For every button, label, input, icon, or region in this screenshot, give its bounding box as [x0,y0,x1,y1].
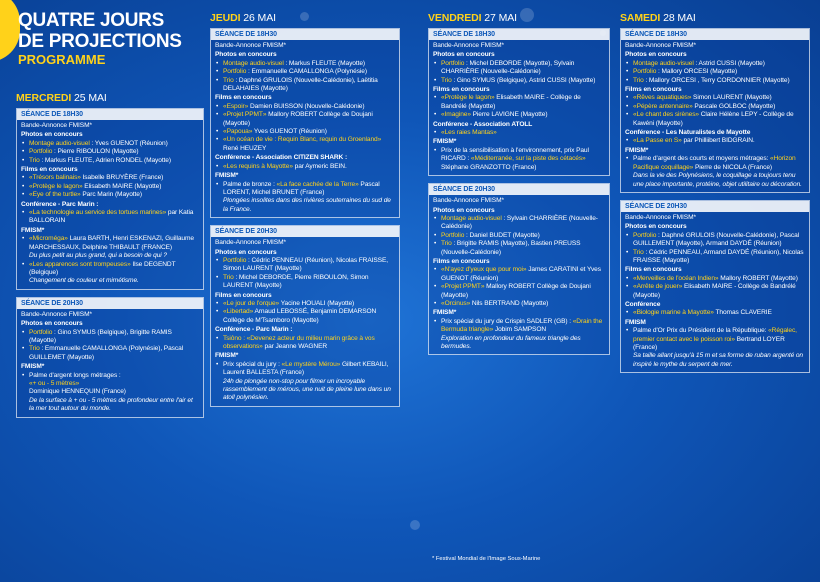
session-heading: SÉANCE DE 20H30 [211,226,399,237]
section-title: FMISM* [625,146,649,154]
trailer: Bande-Annonce FMISM* [433,197,504,205]
trailer: Bande-Annonce FMISM* [433,42,504,49]
list-item: • «Les apparences sont trompeuses» Ilse DEGENDT (Belgique) Changement de couleur et mimétisme. [29,261,199,286]
list-item: • Portfolio : Gino SYMUS (Belgique), Brigitte RAMIS (Mayotte) [29,329,199,346]
session-heading: SÉANCE DE 18H30 [211,29,399,40]
list-item: • Portfolio : Daniel BUDET (Mayotte) [441,232,605,240]
section-title: Films en concours [433,86,490,94]
section-title: Films en concours [625,266,682,274]
list-item: • Trio : Brigitte RAMIS (Mayotte), Bastien PREUSS (Nouvelle-Calédonie) [441,240,605,257]
section-title: Photos en concours [21,320,83,328]
list-item: • «Biologie marine à Mayotte» Thomas CLAVERIE [633,309,805,317]
session-heading: SÉANCE DE 18H30 [429,29,609,40]
list-item: • «Rêves aquatiques» Simon LAURENT (Mayotte) [633,94,805,102]
session-box [210,225,400,407]
section-title: Photos en concours [21,131,83,139]
section-title: Conférence [625,300,661,308]
list-item: • «La technologie au service des tortues marines» par Katia BALLORAIN [29,209,199,226]
day-title: SAMEDI 28 MAI [620,12,696,24]
section-title: Photos en concours [625,223,687,231]
column-mercredi [16,92,204,425]
list-item: • «Libertad» Arnaud LEBOSSÉ, Benjamin DEMARSON Collège de M'Tsamboro (Mayotte) [223,308,395,325]
section-title: Films en concours [215,94,272,102]
trailer: Bande-Annonce FMISM* [215,42,286,49]
trailer: Bande-Annonce FMISM* [21,122,92,129]
list-item: • Palme d'argent des courts et moyens métrages: «Horizon Pacifique coquillage» Pierre de NICOLA (France) Dans la vie des Polynésiens, le coquillage a toujours tenu une place importante, protéine, objet utilitaire ou décoration. [633,155,805,189]
trailer: Bande-Annonce FMISM* [625,42,696,49]
decorative-sun [0,0,20,62]
trailer: Bande-Annonce FMISM* [21,310,92,318]
day-title: JEUDI 26 MAI [210,12,276,24]
section-title: Photos en concours [215,51,277,59]
session-box [428,183,610,355]
list-item: • Prix spécial du jury : «Le mystère Mérou» Gilbert KEBAILI, Laurent BALLESTA (France) 24h de plongée non-stop pour filmer un incroyable rassemblement de mérous, une nuit de pleine lune dans un atoll polynésien. [223,361,395,403]
column-jeudi [210,12,400,414]
day-title: MERCREDI 25 MAI [16,92,107,104]
section-title: Conférence - Parc Marin : [215,326,293,334]
list-item: • «Papoua» Yves GUENOT (Réunion) [223,128,395,136]
list-item: • Palme d'Or Prix du Président de la République: «Régalec, premier contact avec le poisson roi» Bertrand LOYER (France) Sa taille allant jusqu'à 15 m et sa forme de ruban argenté on inspiré le mythe du serpent de mer. [633,327,805,369]
footnote: * Festival Mondial de l'Image Sous-Marine [432,556,541,562]
list-item: • «Espoir» Damien BUISSON (Nouvelle-Calédonie) [223,103,395,111]
list-item: • «Orcinus» Nils BERTRAND (Mayotte) [441,300,605,308]
list-item: • «N'ayez d'yeux que pour moi» James CARATINI et Yves GUENOT (Réunion) [441,266,605,283]
list-item: • Trio : Mallory ORCESI , Terry CORDONNIER (Mayotte) [633,77,805,85]
list-item: • «Un océan de vie : Requin Blanc, requin du Groenland» René HEUZEY [223,136,395,153]
list-item: • Trio : Markus FLEUTE, Adrien RONDEL (Mayotte) [29,157,199,165]
section-title: Photos en concours [433,51,495,59]
list-item: • «Eye of the turtle» Parc Marin (Mayotte) [29,191,199,199]
list-item: • «Les requins à Mayotte» par Aymeric BEIN. [223,163,395,171]
decorative-bubble [410,520,420,530]
list-item: • Trio : Michel DEBORDE, Pierre RIBOULON, Simon LAURENT (Mayotte) [223,274,395,291]
list-item: • Portfolio : Emmanuelle CAMALLONGA (Polynésie) [223,68,395,76]
list-item: • «Protège le lagon» Elisabeth MAIRE (Mayotte) [29,183,199,191]
list-item: • «Projet PPMT» Mallory ROBERT Collège de Doujani (Mayotte) [441,283,605,300]
list-item: • «Pépère antennaire» Pascale GOLBOC (Mayotte) [633,103,805,111]
list-item: • Prix de la sensibilisation à l'environnement, prix Paul RICARD : «Méditerranée, sur la piste des cétacés» Stéphane GRANZOTTO (France) [441,147,605,172]
trailer: Bande-Annonce FMISM* [625,213,696,221]
list-item: • «Protège le lagon» Elisabeth MAIRE - Collège de Bandrélé (Mayotte) [441,94,605,111]
session-box [16,297,204,418]
session-heading: SÉANCE DE 18H30 [17,109,203,120]
list-item: • Montage audio-visuel : Markus FLEUTE (Mayotte) [223,60,395,68]
session-heading: SÉANCE DE 20H30 [17,298,203,309]
list-item: • Portfolio : Mallory ORCESI (Mayotte) [633,68,805,76]
session-heading: SÉANCE DE 20H30 [429,184,609,195]
section-title: Conférence - Association ATOLL [433,120,533,128]
page-subtitle: PROGRAMME [18,52,106,67]
section-title: Films en concours [21,166,78,174]
list-item: • «La Passe en S» par Philliibert BIDGRAIN. [633,137,805,145]
section-title: FMISM [625,318,646,326]
list-item: • Palme de bronze : «La face cachée de la Terre» Pascal LORENT, Michel BRUNET (France) Plongées insolites dans des rivières souterraines du sud de la France. [223,181,395,215]
list-item: • Portfolio : Michel DEBORDE (Mayotte), Sylvain CHARRIÈRE (Nouvelle-Calédonie) [441,60,605,77]
list-item: • «Projet PPMT» Mallory ROBERT Collège de Doujani (Mayotte) [223,111,395,128]
list-item: • Trio : Emmanuelle CAMALLONGA (Polynésie), Pascal GUILLEMET (Mayotte) [29,345,199,362]
list-item: • Tsiôno : «Devenez acteur du milieu marin grâce à vos observations» par Jeanne WAGNER [223,335,395,352]
section-title: Conférence - Les Naturalistes de Mayotte [625,129,751,137]
list-item: • «Merveilles de l'océan Indien» Mallory ROBERT (Mayotte) [633,275,805,283]
list-item: • Prix spécial du jury de Crispin SADLER (GB) : «Drain the Bermuda triangle» Jobim SAMPSON Exploration en profondeur du fameux triangle des bermudes. [441,318,605,352]
session-box [620,28,810,193]
session-heading: SÉANCE DE 18H30 [621,29,809,40]
list-item: • Trio : Daphné GRULOIS (Nouvelle-Calédonie), Laëtitia DELAHAIES (Mayotte) [223,77,395,94]
page-title: QUATRE JOURS DE PROJECTIONS [18,10,182,52]
session-box [620,200,810,373]
session-box [16,108,204,290]
list-item: • Trio : Gino SYMUS (Belgique), Astrid CUSSI (Mayotte) [441,77,605,85]
trailer: Bande-Annonce FMISM* [215,239,286,247]
section-title: Conférence - Association CITIZEN SHARK : [215,154,348,162]
list-item: • «Le chant des sirènes» Claire Hélène LEPY - Collège de Kawéni (Mayotte) [633,111,805,128]
list-item: • Trio : Cédric PENNEAU, Armand DAYDÉ (Réunion), Nicolas FRAISSE (Mayotte) [633,249,805,266]
day-title: VENDREDI 27 MAI [428,12,517,24]
list-item: • «Trésors balinais» Isabelle BRUYÈRE (France) [29,174,199,182]
section-title: Films en concours [433,257,490,265]
session-heading: SÉANCE DE 20H30 [621,201,809,212]
section-title: FMISM* [215,352,239,360]
section-title: Photos en concours [215,248,277,256]
list-item: • «Microméga» Laura BARTH, Henri ESKENAZI, Guillaume MARCHESSAUX, Delphine THIBAULT (FRANCE) Du plus petit au plus grand, qui a besoin de qui ? [29,235,199,260]
section-title: Photos en concours [433,206,495,214]
session-box [428,28,610,176]
list-item: • «Les raies Mantas» [441,129,605,137]
list-item: • Portfolio : Cédric PENNEAU (Réunion), Nicolas FRAISSE, Simon LAURENT (Mayotte) [223,257,395,274]
section-title: FMISM* [21,363,45,371]
section-title: Photos en concours [625,51,687,59]
section-title: FMISM* [21,226,45,234]
section-title: FMISM* [433,309,457,317]
section-title: FMISM* [433,138,457,146]
list-item: • «Arrête de jouer» Elisabeth MAIRE - Collège de Bandrélé (Mayotte) [633,283,805,300]
section-title: Films en concours [215,291,272,299]
list-item: • Palme d'argent longs métrages : «+ ou - 5 mètres» Dominique HENNEQUIN (France) De la surface à + ou - 5 mètres de profondeur entre l'air et la mer tout autour du monde. [29,372,199,414]
list-item: • Montage audio-visuel : Sylvain CHARRIÈRE (Nouvelle-Calédonie) [441,215,605,232]
list-item: • «Imagine» Pierre LAVIGNE (Mayotte) [441,111,605,119]
section-title: Films en concours [625,86,682,94]
session-box [210,28,400,218]
section-title: FMISM* [215,172,239,180]
list-item: • Portfolio : Pierre RIBOULON (Mayotte) [29,148,199,156]
list-item: • Montage audio-visuel : Yves GUENOT (Réunion) [29,140,199,148]
list-item: • Portfolio : Daphné GRULOIS (Nouvelle-Calédonie), Pascal GUILLEMENT (Mayotte), Armand DAYDÉ (Réunion) [633,232,805,249]
list-item: • «Le jour de l'orque» Yacine HOUALI (Mayotte) [223,300,395,308]
list-item: • Montage audio-visuel : Astrid CUSSI (Mayotte) [633,60,805,68]
column-samedi [620,12,810,380]
section-title: Conférence - Parc Marin : [21,200,99,208]
column-vendredi [428,12,610,362]
